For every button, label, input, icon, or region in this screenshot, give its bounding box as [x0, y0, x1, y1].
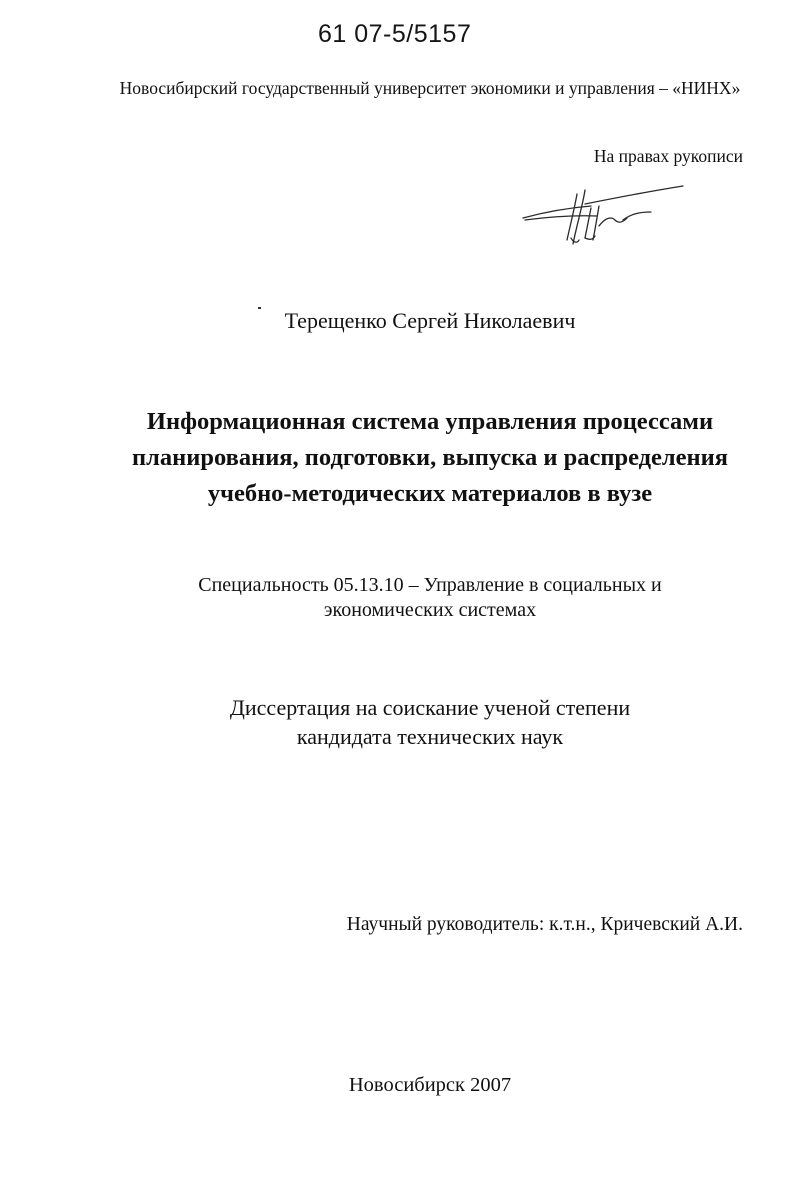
city-year: Новосибирск 2007	[348, 1074, 512, 1096]
rights-notice: На правах рукописи	[593, 146, 743, 166]
specialty-line: Специальность 05.13.10 – Управление в социальных и	[198, 574, 662, 596]
specialty-line: экономических системах	[323, 599, 537, 621]
specialty	[0, 573, 795, 623]
dissertation-title	[0, 404, 795, 512]
degree-line: Диссертация на соискание ученой степени	[229, 695, 631, 720]
archive-stamp-number: 61 07-5/5157	[318, 20, 472, 48]
university-name: Новосибирский государственный университет экономики и управления – «НИНХ»	[119, 78, 741, 98]
author-name: Терещенко Сергей Николаевич	[284, 308, 576, 333]
degree-line: кандидата технических наук	[296, 724, 564, 749]
handwritten-signature-icon	[515, 178, 695, 253]
title-line: планирования, подготовки, выпуска и распределения	[131, 444, 728, 471]
title-line: учебно-методических материалов в вузе	[207, 480, 653, 507]
scientific-advisor: Научный руководитель: к.т.н., Кричевский А.И.	[346, 914, 743, 935]
degree-statement	[0, 693, 795, 751]
title-line: Информационная система управления процессами	[146, 408, 714, 435]
